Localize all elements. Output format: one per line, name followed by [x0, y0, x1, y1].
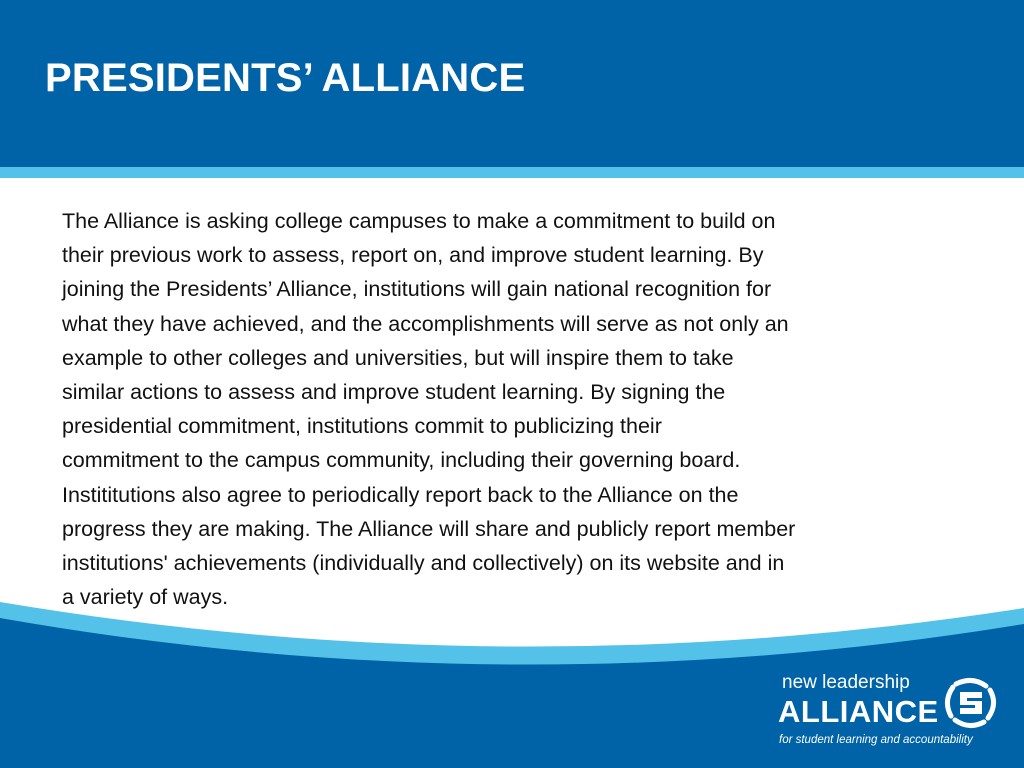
slide-title: PRESIDENTS’ ALLIANCE	[45, 56, 526, 100]
logo-line-new-leadership: new leadership	[782, 672, 910, 693]
organization-logo	[778, 672, 1018, 762]
alliance-swirl-logo-icon	[942, 674, 1000, 730]
header-accent-stripe	[0, 167, 1024, 178]
logo-line-alliance: ALLIANCE	[778, 694, 939, 729]
logo-tagline: for student learning and accountability	[779, 734, 973, 746]
body-paragraph: The Alliance is asking college campuses to make a commitment to build on their previous work to assess, report on, and improve student learning. By joining the Presidents’ Alliance, institutions will gain national recognition for what they have achieved, and the accomplishments will serve as not only an example to other colleges and universities, but will inspire them to take similar actions to assess and improve student learning. By signing the presidential commitment, institutions commit to publicizing their commitment to the campus community, including their governing board. Instititutions also agree to periodically report back to the Alliance on the progress they are making. The Alliance will share and publicly report member institutions' achievements (individually and collectively) on its website and in a variety of ways.	[62, 209, 796, 610]
